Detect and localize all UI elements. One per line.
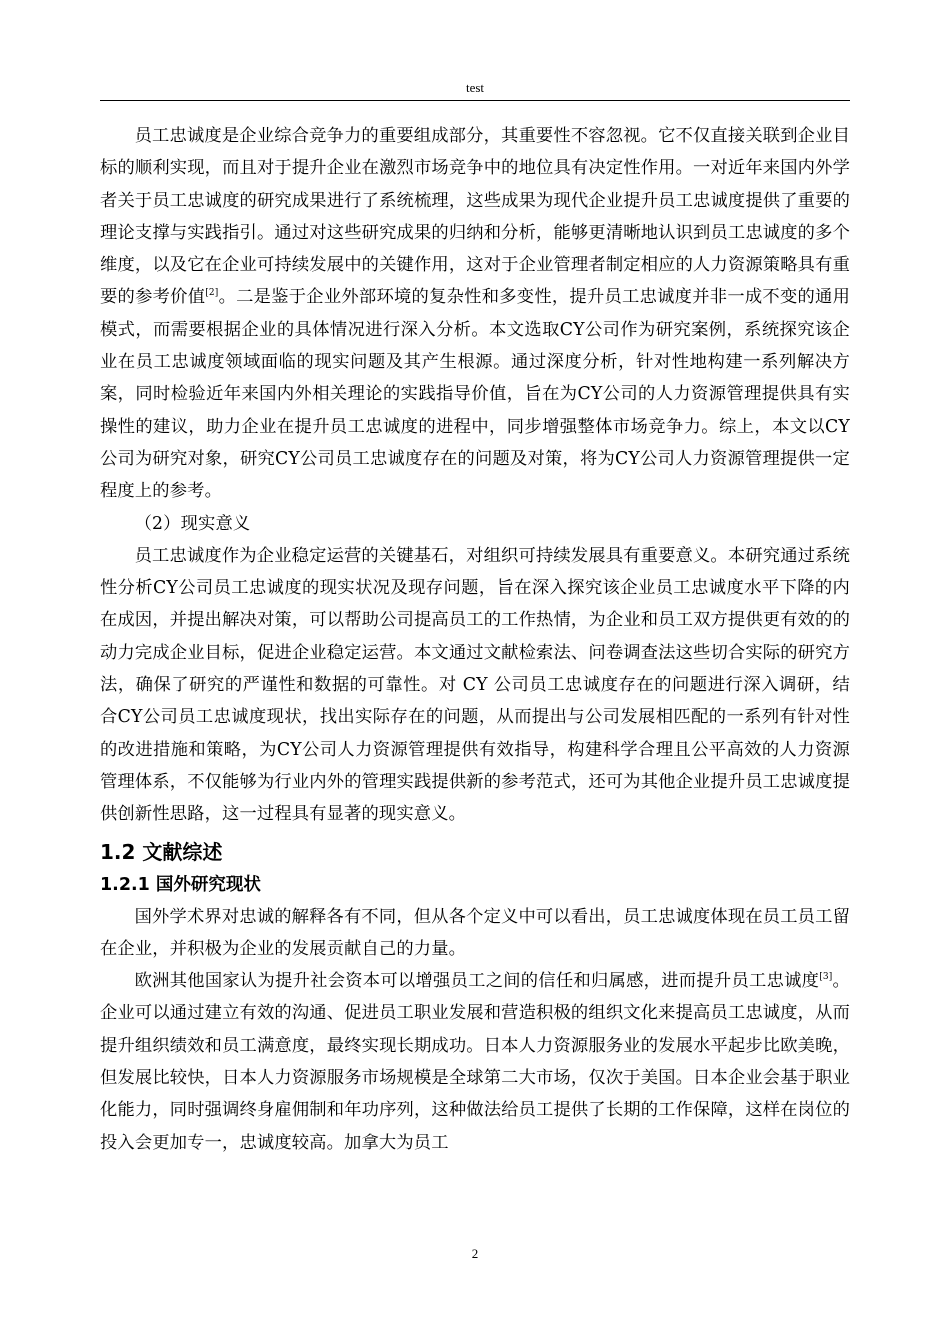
paragraph-text: 。二是鉴于企业外部环境的复杂性和多变性，提升员工忠诚度并非一成不变的通用模式，而需要根据企业的具体情况进行深入分析。本文选取CY公司作为研究案例，系统探究该企业在员工忠诚度领域面临的现实问题及其产生根源。通过深度分析，针对性地构建一系列解决方案，同时检验近年来国内外相关理论的实践指导价值，旨在为CY公司的人力资源管理提供具有实操性的建议，助力企业在提升员工忠诚度的进程中，同步增强整体市场竞争力。综上，本文以CY公司为研究对象，研究CY公司员工忠诚度存在的问题及对策，将为CY公司人力资源管理提供一定程度上的参考。	[100, 287, 850, 502]
section-heading: 1.2 文献综述	[100, 839, 223, 864]
subsection-heading: 1.2.1 国外研究现状	[100, 874, 261, 895]
subheading-practical-significance: （2）现实意义	[134, 513, 251, 534]
paragraph-text: 。企业可以通过建立有效的沟通、促进员工职业发展和营造积极的组织文化来提高员工忠诚度，从而提升组织绩效和员工满意度，最终实现长期成功。日本人力资源服务业的发展水平起步比欧美晚，但发展比较快，日本人力资源服务市场规模是全球第二大市场，仅次于美国。日本企业会基于职业化能力，同时强调终身雇佣制和年功序列，这种做法给员工提供了长期的工作保障，这样在岗位的投入会更加专一，忠诚度较高。加拿大为员工	[100, 971, 850, 1153]
citation-ref: [3]	[819, 972, 833, 983]
paragraph-practical-significance: 员工忠诚度作为企业稳定运营的关键基石，对组织可持续发展具有重要意义。本研究通过系统性分析CY公司员工忠诚度的现实状况及现存问题，旨在深入探究该企业员工忠诚度水平下降的内在成因，并提出解决对策，可以帮助公司提高员工的工作热情，为企业和员工双方提供更有效的的动力完成企业目标，促进企业稳定运营。本文通过文献检索法、问卷调查法这些切合实际的研究方法，确保了研究的严谨性和数据的可靠性。对 CY 公司员工忠诚度存在的问题进行深入调研，结合CY公司员工忠诚度现状，找出实际存在的问题，从而提出与公司发展相匹配的一系列有针对性的改进措施和策略，为CY公司人力资源管理提供有效指导，构建科学合理且公平高效的人力资源管理体系，不仅能够为行业内外的管理实践提供新的参考范式，还可为其他企业提升员工忠诚度提供创新性思路，这一过程具有显著的现实意义。	[100, 545, 850, 825]
paragraph-theoretical-significance	[100, 120, 850, 508]
header-rule	[100, 100, 850, 101]
paragraph-text: 员工忠诚度是企业综合竞争力的重要组成部分，其重要性不容忽视。它不仅直接关联到企业目标的顺利实现，而且对于提升企业在激烈市场竞争中的地位具有决定性作用。一对近年来国内外学者关于员工忠诚度的研究成果进行了系统梳理，这些成果为现代企业提升员工忠诚度提供了重要的理论支撑与实践指引。通过对这些研究成果的归纳和分析，能够更清晰地认识到员工忠诚度的多个维度，以及它在企业可持续发展中的关键作用，这对于企业管理者制定相应的人力资源策略具有重要的参考价值	[100, 126, 850, 308]
citation-ref: [2]	[205, 288, 219, 299]
paragraph-text: 欧洲其他国家认为提升社会资本可以增强员工之间的信任和归属感，进而提升员工忠诚度	[134, 971, 820, 992]
running-header: test	[465, 80, 485, 95]
page-body	[100, 120, 850, 1159]
page-number: 2	[471, 1246, 479, 1261]
paragraph-foreign-definition: 国外学术界对忠诚的解释各有不同，但从各个定义中可以看出，员工忠诚度体现在员工员工留在企业，并积极为企业的发展贡献自己的力量。	[100, 906, 850, 959]
paragraph-foreign-research	[100, 965, 850, 1159]
